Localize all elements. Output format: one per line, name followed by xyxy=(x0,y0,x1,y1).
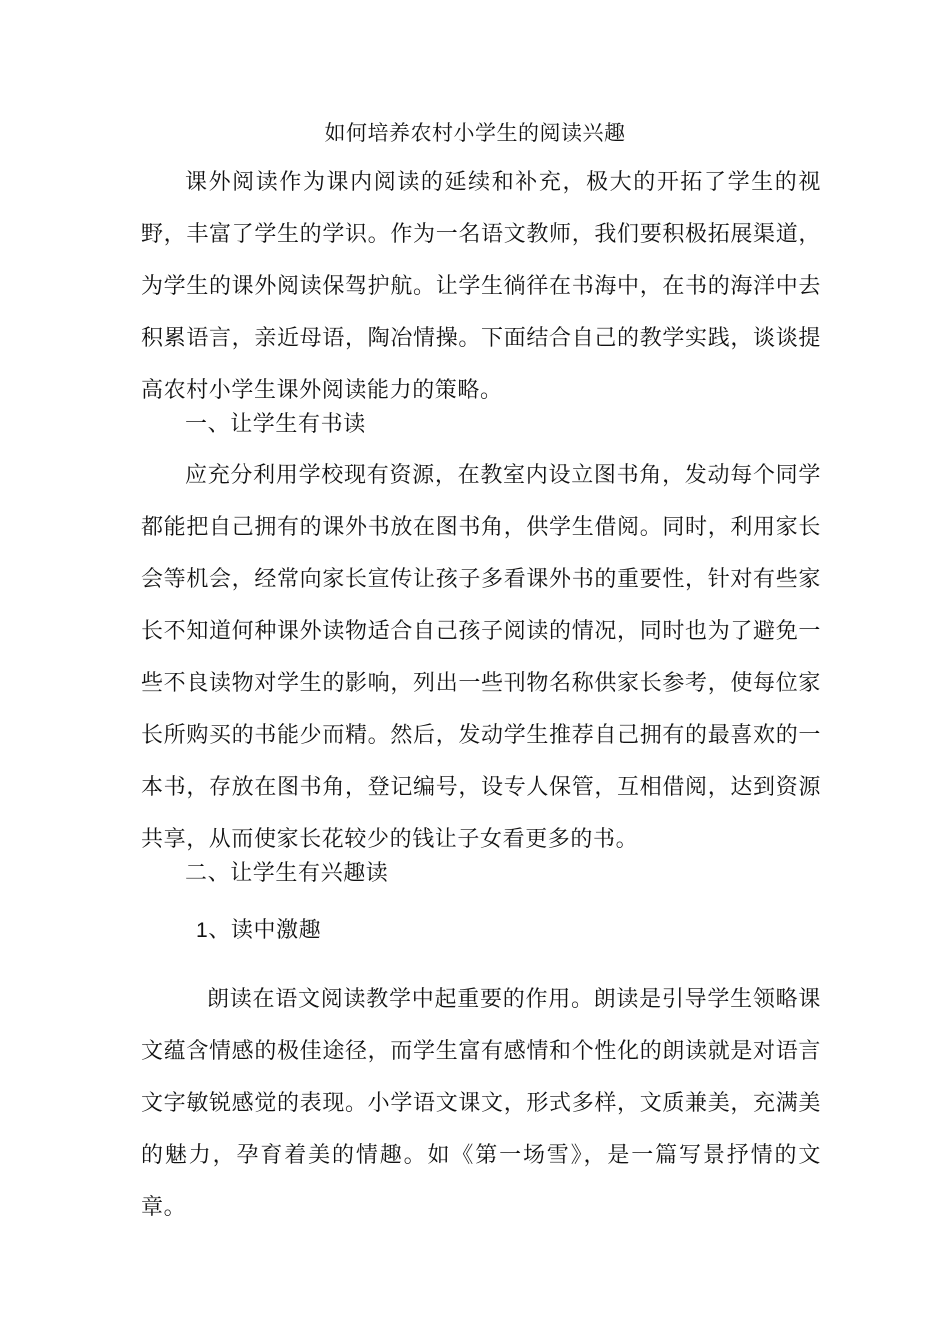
subsection-1-title: 、读中激趣 xyxy=(208,918,322,943)
intro-paragraph: 课外阅读作为课内阅读的延续和补充，极大的开拓了学生的视野，丰富了学生的学识。作为一名语文教师，我们要积极拓展渠道，为学生的课外阅读保驾护航。让学生徜徉在书海中，在书的海洋中去积累语言，亲近母语，陶冶情操。下面结合自己的教学实践，谈谈提高农村小学生课外阅读能力的策略。 xyxy=(141,170,821,403)
section-2-heading: 二、让学生有兴趣读 xyxy=(185,861,389,886)
document-title: 如何培养农村小学生的阅读兴趣 xyxy=(324,121,626,145)
subsection-1-number: 1 xyxy=(196,919,209,942)
subsection-1-paragraph: 朗读在语文阅读教学中起重要的作用。朗读是引导学生领略课文蕴含情感的极佳途径，而学生富有感情和个性化的朗读就是对语言文字敏锐感觉的表现。小学语文课文，形式多样，文质兼美，充满美的魅力，孕育着美的情趣。如《第一场雪》，是一篇写景抒情的文章。 xyxy=(141,987,821,1220)
section-1-paragraph: 应充分利用学校现有资源，在教室内设立图书角，发动每个同学都能把自己拥有的课外书放在图书角，供学生借阅。同时，利用家长会等机会，经常向家长宣传让孩子多看课外书的重要性，针对有些家长不知道何种课外读物适合自己孩子阅读的情况，同时也为了避免一些不良读物对学生的影响，列出一些刊物名称供家长参考，使每位家长所购买的书能少而精。然后，发动学生推荐自己拥有的最喜欢的一本书，存放在图书角，登记编号，设专人保管，互相借阅，达到资源共享，从而使家长花较少的钱让子女看更多的书。 xyxy=(141,463,821,852)
section-1-heading: 一、让学生有书读 xyxy=(185,412,366,437)
subsection-1-heading xyxy=(196,915,321,947)
